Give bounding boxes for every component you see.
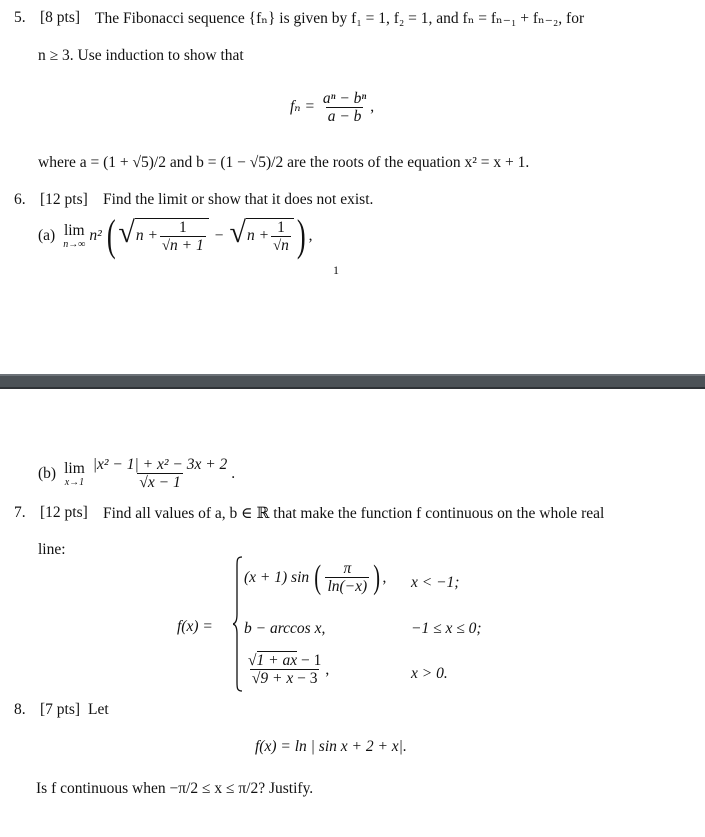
q6-number: 6. (14, 191, 26, 208)
q6a-term2-num: 1 (277, 218, 285, 236)
q6b-den: x − 1 (147, 474, 181, 492)
q6b-lim-word: lim (64, 459, 85, 477)
q6a-lim-sub: n→∞ (63, 239, 86, 250)
q7-number: 7. (14, 504, 26, 521)
q5-points: [8 pts] (40, 9, 81, 26)
q6b-expression (38, 456, 235, 491)
q6b-fraction: $\frac{\text{|x² − 1| + x² − 3x + 2}}{√x - 1}$ (92, 456, 228, 492)
q5-formula-fraction (321, 90, 368, 125)
q6-points: [12 pts] (40, 191, 88, 208)
q7-case1-pre: (x + 1) sin (244, 568, 310, 586)
q7-case2-cond: −1 ≤ x ≤ 0; (411, 620, 482, 637)
q5-formula-den: a − b (327, 108, 362, 126)
q6a-factor: n² (89, 227, 102, 244)
q7-points: [12 pts] (40, 504, 88, 521)
q7-case3-den-rad: 9 + x (260, 670, 294, 688)
q6a-left-paren: ( (106, 211, 116, 260)
q6a-end: , (308, 227, 313, 244)
q8-text: Let (88, 701, 109, 718)
q7-case1: (x + 1) sin ( $\frac{\pi}{\ln(-x)}$ ) , (244, 558, 387, 596)
q5-formula-lhs: fₙ = (290, 98, 315, 116)
q5-where: where a = (1 + √5)/2 and b = (1 − √5)/2 are the roots of the equation x² = x + 1. (38, 154, 530, 171)
q7-case3-num-rest: − 1 (300, 652, 322, 669)
q6-text: Find the limit or show that it does not exist. (103, 191, 374, 208)
q8-question: Is f continuous when −π/2 ≤ x ≤ π/2? Justify. (36, 780, 314, 797)
q7-f-lhs: f(x) = (177, 618, 213, 635)
q7-case3-fraction: $\frac{√1 + ax - 1}{√9 + x - 3}$ (248, 652, 322, 688)
q6a-lim (63, 222, 85, 250)
q7-case1-cond: x < −1; (411, 574, 460, 591)
q7-text: Find all values of a, b ∈ ℝ that make the function f continuous on the whole real (103, 505, 605, 522)
q6a-term1-den: n + 1 (170, 236, 204, 254)
q5-formula-num: aⁿ − bⁿ (322, 90, 367, 107)
q7-case1-fraction (325, 560, 369, 595)
q7-case2: b − arccos x, (244, 620, 326, 637)
q6b-label: (b) (38, 464, 57, 482)
q5-number: 5. (14, 9, 26, 26)
q7-case3-cond: x > 0. (411, 665, 448, 682)
q7-case1-den: ln(−x) (327, 578, 368, 596)
q7-case1-num: π (343, 560, 352, 577)
q6a-sqrt1: √ n + $\frac{1}{√n + 1}$ (118, 218, 208, 254)
page-number: 1 (333, 263, 339, 277)
q8-number: 8. (14, 701, 26, 718)
q6a-term1-pre: n + (135, 227, 158, 245)
q6a-lim-word: lim (63, 222, 85, 239)
q8-points: [7 pts] (40, 701, 81, 718)
q7-left-brace (233, 556, 243, 692)
q5-line1: The Fibonacci sequence {fₙ} is given by f₁ = 1, f₂ = 1, and fₙ = fₙ₋₁ + fₙ₋₂, for (95, 10, 585, 27)
q8-formula: f(x) = ln | sin x + 2 + x|. (255, 738, 407, 755)
page-divider (0, 374, 705, 389)
q6a-minus: − (214, 227, 224, 244)
q5-formula (290, 90, 374, 125)
q6a-label: (a) (38, 227, 56, 244)
q6b-lim-sub: x→1 (64, 476, 85, 488)
q7-case3: $\frac{√1 + ax - 1}{√9 + x - 3}$ , (248, 652, 330, 688)
q5-line2: n ≥ 3. Use induction to show that (38, 47, 244, 64)
q6a-expression (38, 211, 313, 260)
q5-formula-end: , (370, 98, 375, 116)
q6b-lim (64, 460, 85, 488)
q6a-term2-den: n (281, 236, 289, 254)
q6a-sqrt2: √ n + $\frac{1}{√n}$ (230, 218, 294, 254)
q6b-num: |x² − 1| + x² − 3x + 2 (92, 456, 228, 473)
q6b-end: . (231, 464, 236, 482)
q7-case3-den-rest: − 3 (297, 670, 318, 688)
q6a-term2-pre: n + (246, 227, 270, 245)
q6a-right-paren: ) (296, 211, 306, 260)
q6a-term1-num: 1 (178, 218, 187, 236)
q7-text2: line: (38, 541, 66, 558)
q7-case3-num-rad: 1 + ax (256, 652, 298, 669)
